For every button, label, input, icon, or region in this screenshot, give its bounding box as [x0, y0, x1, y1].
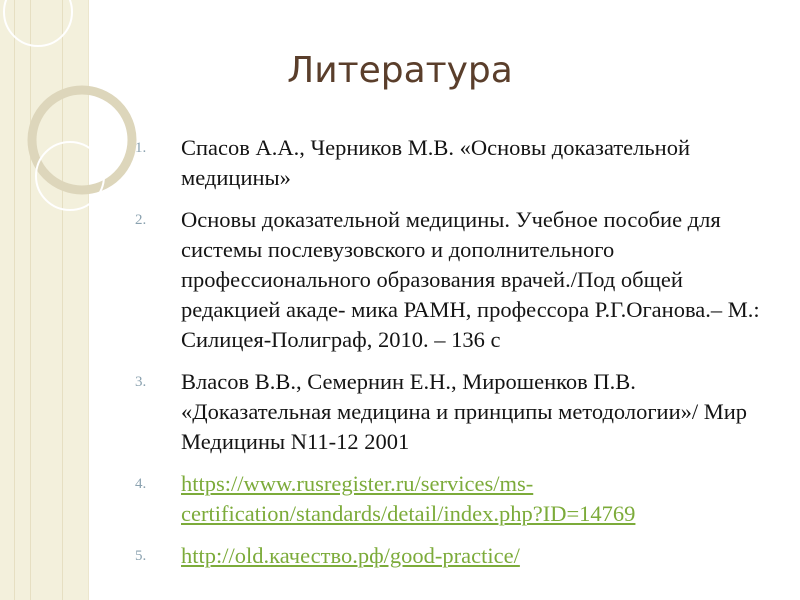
list-number: 1. [135, 140, 147, 156]
list-item [135, 133, 775, 193]
deco-circle [4, 0, 72, 46]
reference-list [135, 133, 775, 583]
list-item [135, 469, 775, 529]
reference-text: Основы доказательной медицины. Учебное пособие для системы послевузовского и дополнительного профессионального образования врачей./Под общей редакцией акаде- мика РАМН, профессора Р.Г.Оганова.– М.: Силицея-Полиграф, 2010. – 136 с [181, 207, 760, 352]
reference-text: Власов В.В., Семернин Е.Н., Мирошенков П.В. «Доказательная медицина и принципы методологии»/ Мир Медицины N11-12 2001 [181, 369, 748, 454]
reference-text: Спасов А.А., Черников М.В. «Основы доказательной медицины» [181, 135, 690, 190]
list-number: 3. [135, 374, 147, 390]
list-item [135, 541, 775, 571]
deco-circle [32, 90, 132, 190]
list-number: 2. [135, 212, 147, 228]
reference-link[interactable]: http://old.качество.рф/good-practice/ [181, 543, 520, 568]
list-item [135, 367, 775, 457]
slide-title: Литература [287, 50, 513, 91]
list-number: 5. [135, 548, 147, 564]
reference-link[interactable]: https://www.rusregister.ru/services/ms- certification/standards/detail/index.php?ID=14769 [181, 471, 636, 526]
list-item [135, 205, 775, 355]
list-number: 4. [135, 476, 147, 492]
decorative-circles [0, 0, 140, 260]
